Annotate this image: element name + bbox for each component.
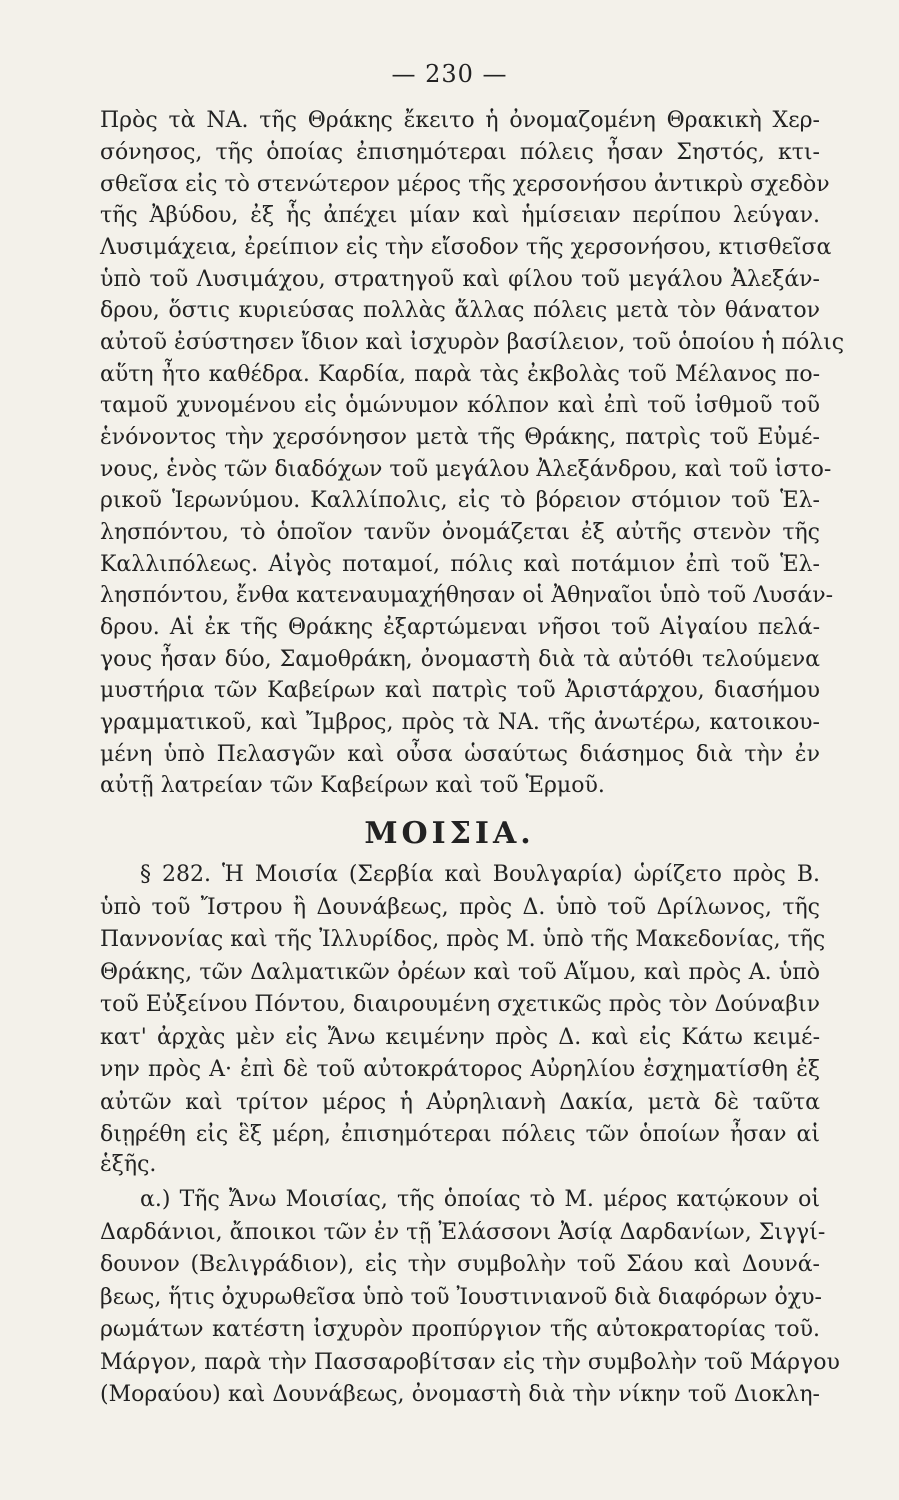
- text-line: αὕτη ἦτο καθέδρα. Καρδία, παρὰ τὰς ἐκβολὰς τοῦ Μέλανος πο-: [100, 362, 820, 387]
- text-line: ταμοῦ χυνομένου εἰς ὁμώνυμον κόλπον καὶ ἐπὶ τοῦ ἰσθμοῦ τοῦ: [100, 393, 820, 418]
- text-line: τοῦ Εὐξείνου Πόντου, διαιρουμένη σχετικῶς πρὸς τὸν Δούναβιν: [100, 992, 820, 1017]
- text-line: σόνησος, τῆς ὁποίας ἐπισημότεραι πόλεις ἦσαν Σηστός, κτι-: [100, 140, 820, 165]
- text-line: ρωμάτων κατέστη ἰσχυρὸν προπύργιον τῆς αὐτοκρατορίας τοῦ.: [100, 1317, 820, 1342]
- text-line: δρου, ὅστις κυριεύσας πολλὰς ἄλλας πόλεις μετὰ τὸν θάνατον: [100, 298, 820, 323]
- text-line: γραμματικοῦ, καὶ Ἴμβρος, πρὸς τὰ ΝΑ. τῆς ἀνωτέρω, κατοικου-: [100, 710, 820, 735]
- text-line: μένη ὑπὸ Πελασγῶν καὶ οὖσα ὡσαύτως διάσημος διὰ τὴν ἐν: [100, 742, 820, 767]
- text-line: δουνον (Βελιγράδιον), εἰς τὴν συμβολὴν τοῦ Σάου καὶ Δουνά-: [100, 1252, 820, 1277]
- text-line: λησπόντου, ἔνθα κατεναυμαχήθησαν οἱ Ἀθηναῖοι ὑπὸ τοῦ Λυσάν-: [100, 583, 834, 608]
- text-line: ὑπὸ τοῦ Ἴστρου ἢ Δουνάβεως, πρὸς Δ. ὑπὸ τοῦ Δρίλωνος, τῆς: [100, 895, 820, 920]
- text-line: μυστήρια τῶν Καβείρων καὶ πατρὶς τοῦ Ἀριστάρχου, διασήμου: [100, 678, 820, 703]
- text-line: ἑξῆς.: [100, 1152, 157, 1177]
- text-line: Πρὸς τὰ ΝΑ. τῆς Θράκης ἔκειτο ἡ ὀνομαζομένη Θρακικὴ Χερ-: [100, 108, 820, 133]
- text-line: § 282. Ἡ Μοισία (Σερβία καὶ Βουλγαρία) ὡρίζετο πρὸς Β.: [140, 862, 820, 887]
- text-line: λησπόντου, τὸ ὁποῖον τανῦν ὀνομάζεται ἐξ αὐτῆς στενὸν τῆς: [100, 520, 820, 545]
- text-line: αὐτοῦ ἐσύστησεν ἴδιον καὶ ἰσχυρὸν βασίλειον, τοῦ ὁποίου ἡ πόλις: [100, 330, 845, 355]
- text-line: νους, ἑνὸς τῶν διαδόχων τοῦ μεγάλου Ἀλεξάνδρου, καὶ τοῦ ἱστο-: [100, 457, 832, 482]
- text-line: (Μοραύου) καὶ Δουνάβεως, ὀνομαστὴ διὰ τὴν νίκην τοῦ Διοκλη-: [100, 1382, 820, 1407]
- text-line: Δαρδάνιοι, ἄποικοι τῶν ἐν τῇ Ἐλάσσονι Ἀσίᾳ Δαρδανίων, Σιγγί-: [100, 1220, 826, 1245]
- text-line: νην πρὸς Α· ἐπὶ δὲ τοῦ αὐτοκράτορος Αὐρηλίου ἐσχηματίσθη ἐξ: [100, 1057, 820, 1082]
- text-line: Μάργον, παρὰ τὴν Πασσαροβίτσαν εἰς τὴν συμβολὴν τοῦ Μάργου: [100, 1350, 840, 1375]
- text-line: αὐτῇ λατρείαν τῶν Καβείρων καὶ τοῦ Ἑρμοῦ.: [100, 773, 605, 798]
- text-line: α.) Τῆς Ἄνω Μοισίας, τῆς ὁποίας τὸ Μ. μέρος κατῴκουν οἱ: [140, 1187, 820, 1212]
- text-line: αὐτῶν καὶ τρίτον μέρος ἡ Αὐρηλιανὴ Δακία, μετὰ δὲ ταῦτα: [100, 1090, 820, 1115]
- text-line: κατ' ἀρχὰς μὲν εἰς Ἄνω κειμένην πρὸς Δ. καὶ εἰς Κάτω κειμέ-: [100, 1025, 820, 1050]
- text-line: Καλλιπόλεως. Αἰγὸς ποταμοί, πόλις καὶ ποτάμιον ἐπὶ τοῦ Ἑλ-: [100, 552, 820, 577]
- text-line: τῆς Ἀβύδου, ἐξ ἧς ἀπέχει μίαν καὶ ἡμίσειαν περίπου λεύγαν.: [100, 203, 820, 228]
- page-number: — 230 —: [391, 60, 508, 88]
- text-line: ἑνόνοντος τὴν χερσόνησον μετὰ τῆς Θράκης, πατρὶς τοῦ Εὐμέ-: [100, 425, 820, 450]
- text-line: βεως, ἥτις ὀχυρωθεῖσα ὑπὸ τοῦ Ἰουστινιανοῦ διὰ διαφόρων ὀχυ-: [100, 1285, 822, 1310]
- text-line: σθεῖσα εἰς τὸ στενώτερον μέρος τῆς χερσονήσου ἀντικρὺ σχεδὸν: [100, 172, 830, 197]
- text-line: ρικοῦ Ἱερωνύμου. Καλλίπολις, εἰς τὸ βόρειον στόμιον τοῦ Ἑλ-: [100, 488, 820, 513]
- text-line: ὑπὸ τοῦ Λυσιμάχου, στρατηγοῦ καὶ φίλου τοῦ μεγάλου Ἀλεξάν-: [100, 267, 820, 292]
- text-line: διῃρέθη εἰς ἓξ μέρη, ἐπισημότεραι πόλεις τῶν ὁποίων ἦσαν αἱ: [100, 1122, 820, 1147]
- text-line: Θράκης, τῶν Δαλματικῶν ὀρέων καὶ τοῦ Αἵμου, καὶ πρὸς Α. ὑπὸ: [100, 960, 820, 985]
- text-line: Λυσιμάχεια, ἐρείπιον εἰς τὴν εἴσοδον τῆς χερσονήσου, κτισθεῖσα: [100, 235, 832, 260]
- section-heading: ΜΟΙΣΙΑ.: [364, 816, 535, 851]
- text-line: δρου. Αἱ ἐκ τῆς Θράκης ἐξαρτώμεναι νῆσοι τοῦ Αἰγαίου πελά-: [100, 615, 820, 640]
- text-line: Παννονίας καὶ τῆς Ἰλλυρίδος, πρὸς Μ. ὑπὸ τῆς Μακεδονίας, τῆς: [100, 927, 826, 952]
- text-line: γους ἦσαν δύο, Σαμοθράκη, ὀνομαστὴ διὰ τὰ αὐτόθι τελούμενα: [100, 647, 820, 672]
